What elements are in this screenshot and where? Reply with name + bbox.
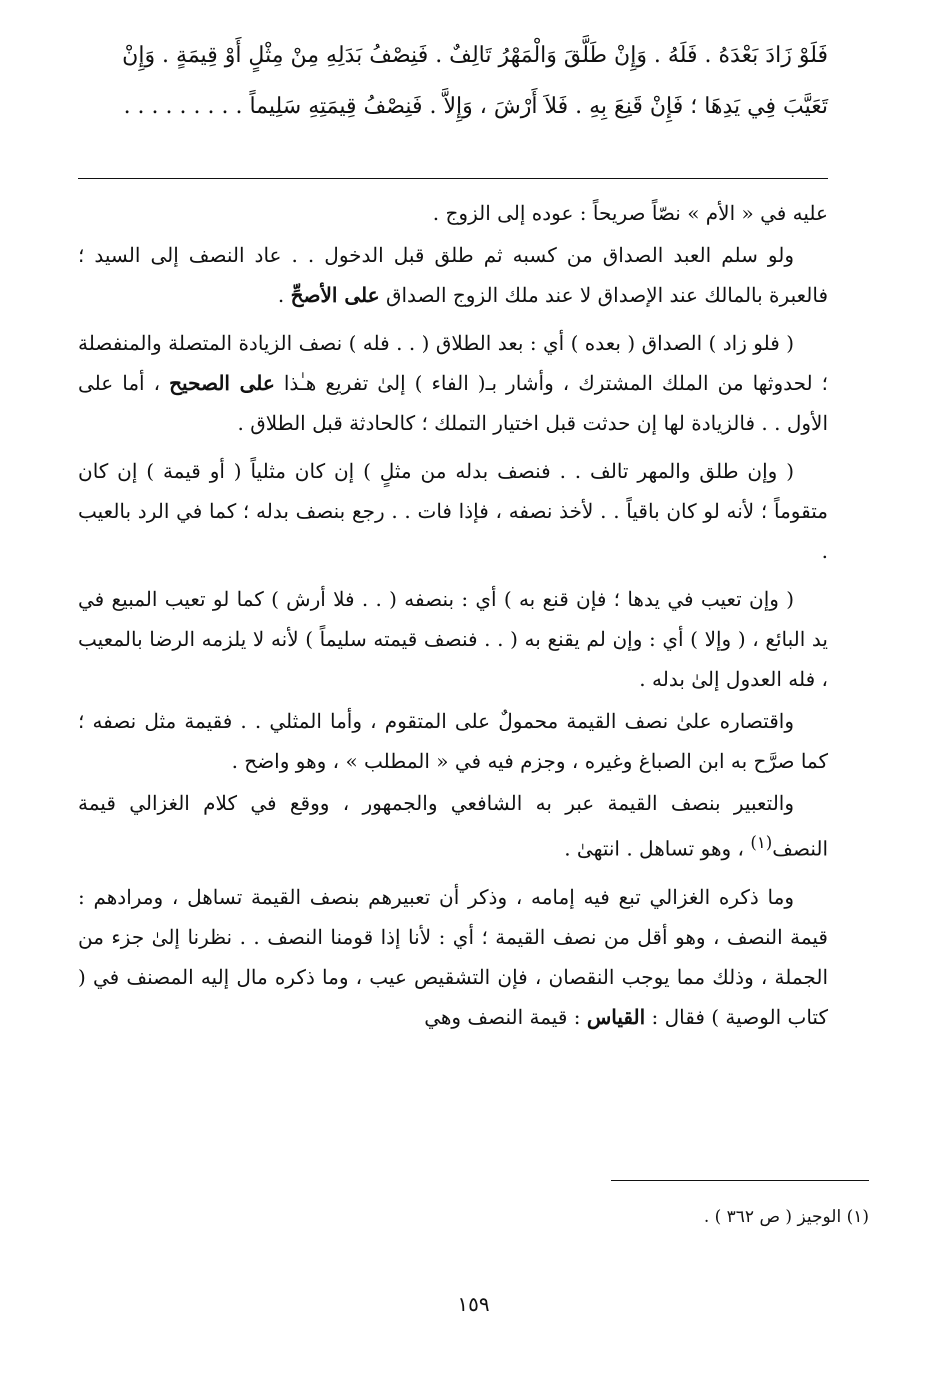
sharh-paragraph-1: عليه في « الأم » نصّاً صريحاً : عوده إلى الزوج . <box>432 201 828 225</box>
matn-line-2: تَعَيَّبَ فِي يَدِهَا ؛ فَإِنْ قَنِعَ بِهِ . فَلاَ أَرْشَ ، وَإِلاَّ . فَنِصْفُ قِيمَتِهِ سَلِيماً . . . . . . . . . <box>123 94 828 119</box>
sharh-paragraph-3 <box>78 323 828 443</box>
sharh-paragraph-6: واقتصاره علىٰ نصف القيمة محمولٌ على المتقوم ، وأما المثلي . . فقيمة مثل نصفه ؛ كما صرَّح به ابن الصباغ وغيره ، وجزم فيه في « المطلب » ، وهو واضح . <box>78 709 828 773</box>
footnote-reference: (١) <box>750 833 773 852</box>
matn-line-1: فَلَوْ زَادَ بَعْدَهُ . فَلَهُ . وَإِنْ طَلَّقَ وَالْمَهْرُ تَالِفٌ . فَنِصْفُ بَدَلِهِ مِنْ مِثْلٍ أَوْ قِيمَةٍ . وَإِنْ <box>122 43 828 68</box>
footnote <box>119 1204 869 1230</box>
sharh-paragraph-8 <box>78 877 828 1037</box>
sharh-paragraph-4: ( وإن طلق والمهر تالف . . فنصف بدله من مثلٍ ) إن كان مثلياً ( أو قيمة ) إن كان متقوماً ؛ لأنه لو كان باقياً . . لأخذ نصفه ، فإذا فات . . رجع بنصف بدله ؛ كما في الرد بالعيب . <box>78 459 828 563</box>
sharh-paragraph-2-end: . <box>277 283 291 307</box>
matn-text <box>78 30 828 148</box>
sharh-paragraph-7-text-a: والتعبير بنصف القيمة عبر به الشافعي والجمهور ، ووقع في كلام الغزالي قيمة النصف <box>78 791 828 861</box>
sharh-paragraph-3-bold: على الصحيح <box>169 371 275 395</box>
sharh-paragraph-2 <box>78 235 828 315</box>
footnote-text: الوجيز ( ص ٣٦٢ ) . <box>703 1207 842 1227</box>
matn-divider <box>78 178 828 179</box>
sharh-paragraph-7 <box>78 783 828 869</box>
footnote-number: (١) <box>846 1207 869 1227</box>
page-number: ١٥٩ <box>457 1292 490 1316</box>
sharh-paragraph-3-text-b: ، أما على الأول . . فالزيادة لها إن حدثت قبل اختيار التملك ؛ كالحادثة قبل الطلاق . <box>78 371 828 435</box>
footnote-divider <box>611 1180 869 1181</box>
sharh-paragraph-2-text: ولو سلم العبد الصداق من كسبه ثم طلق قبل الدخول . . عاد النصف إلى السيد ؛ فالعبرة بالمالك عند الإصداق لا عند ملك الزوج الصداق <box>78 243 828 307</box>
page-body <box>78 30 828 1039</box>
sharh-paragraph-8-text-a: وما ذكره الغزالي تبع فيه إمامه ، وذكر أن تعبيرهم بنصف القيمة تساهل ، ومرادهم : قيمة النصف ، وهو أقل من نصف القيمة ؛ أي : لأنا إذا قومنا النصف . . نظرنا إلىٰ جزء من الجملة ، وذلك مما يوجب النقصان ، فإن التشقيص عيب ، وما ذكره مال إليه المصنف في ( كتاب الوصية ) فقال : <box>78 884 828 1029</box>
sharh-paragraph-7-text-b: ، وهو تساهل . انتهىٰ . <box>564 836 751 861</box>
sharh-paragraph-8-bold: القياس <box>586 1004 646 1029</box>
sharh-paragraph-2-bold: على الأصحِّ <box>290 283 380 307</box>
sharh-paragraph-5: ( وإن تعيب في يدها ؛ فإن قنع به ) أي : بنصفه ( . . فلا أرش ) كما لو تعيب المبيع في يد البائع ، ( وإلا ) أي : وإن لم يقنع به ( . . فنصف قيمته سليماً ) لأنه لا يلزمه الرضا بالمعيب ، فله العدول إلىٰ بدله . <box>78 587 828 691</box>
sharh-text <box>78 193 828 1037</box>
sharh-paragraph-3-text-a: ( فلو زاد ) الصداق ( بعده ) أي : بعد الطلاق ( . . فله ) نصف الزيادة المتصلة والمنفصلة ؛ لحدوثها من الملك المشترك ، وأشار بـ( الفاء ) إلىٰ تفريع هـٰذا <box>78 331 828 395</box>
sharh-paragraph-8-text-b: : قيمة النصف وهي <box>424 1004 587 1029</box>
